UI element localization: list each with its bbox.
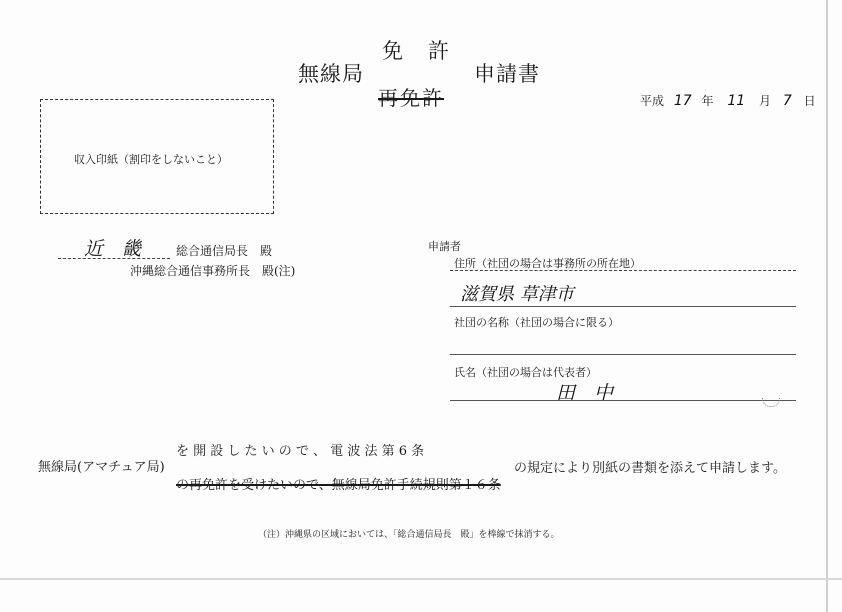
date-month-label: 月 — [759, 94, 772, 108]
footnote: （注）沖縄県の区域においては、「総合通信局長 殿」を棒線で抹消する。 — [258, 530, 560, 540]
date-day-label: 日 — [803, 94, 816, 108]
applicant-address-label: 住所（社団の場合は事務所の所在地） — [454, 257, 641, 270]
body-tail: の規定により別紙の書類を添えて申請します。 — [514, 461, 786, 476]
address-line-1 — [450, 270, 796, 271]
addressee-line2: 沖縄総合通信事務所長 殿(注) — [130, 264, 296, 278]
date-line — [640, 92, 816, 109]
club-name-line — [450, 354, 796, 355]
address-line-2 — [450, 306, 796, 307]
date-year-label: 年 — [701, 94, 714, 108]
date-year: 17 — [673, 93, 692, 109]
title-musenkyoku: 無線局 — [298, 62, 364, 86]
bureau-underline — [58, 258, 170, 259]
date-day: 7 — [782, 93, 792, 109]
body-option-open: を 開 設 し た い の で 、 電 波 法 第 6 条 — [176, 444, 425, 459]
applicant-address-value: 滋賀県 草津市 — [460, 284, 574, 305]
applicant-club-label: 社団の名称（社団の場合に限る） — [454, 316, 619, 329]
date-era: 平成 — [640, 94, 665, 108]
title-menkyo: 免 許 — [382, 39, 451, 63]
body-station: 無線局(アマチュア局) — [38, 460, 165, 475]
title-shinseisho: 申請書 — [474, 62, 540, 86]
addressee-line1: 総合通信局長 殿 — [176, 244, 273, 258]
page-edge-right — [826, 0, 828, 612]
body-option-relicense-struck: の再免許を受けたいので、無線局免許手続規則第１６条 — [176, 478, 501, 493]
name-line — [450, 400, 796, 401]
date-month: 11 — [727, 93, 746, 109]
title-saimenkyo-struck: 再免許 — [378, 86, 444, 110]
applicant-name-value: 田 中 — [556, 382, 614, 404]
revenue-stamp-label: 収入印紙（割印をしないこと） — [74, 153, 228, 166]
applicant-heading: 申請者 — [428, 240, 461, 253]
page-edge-bottom — [0, 578, 842, 580]
seal-mark — [762, 398, 780, 407]
applicant-name-label: 氏名（社団の場合は代表者） — [454, 366, 597, 379]
bureau-handwritten: 近 畿 — [84, 238, 142, 260]
